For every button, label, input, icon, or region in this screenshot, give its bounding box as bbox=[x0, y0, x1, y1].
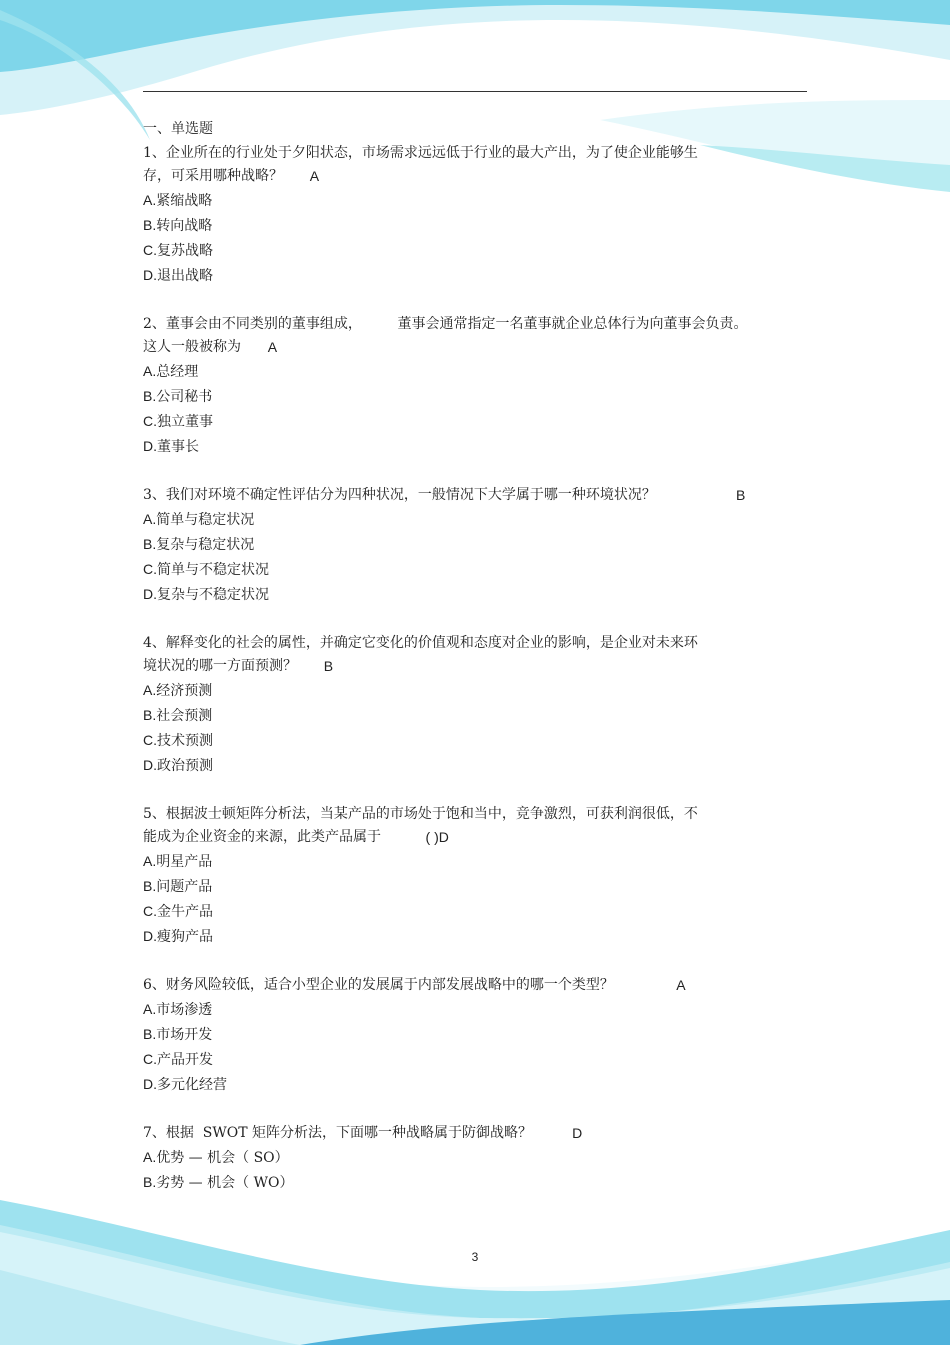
answer-key: B bbox=[323, 658, 334, 674]
option-letter: A. bbox=[143, 1001, 157, 1017]
question-text-line bbox=[143, 142, 783, 165]
option-letter: C. bbox=[143, 732, 157, 748]
option-letter: C. bbox=[143, 242, 157, 258]
question-text-line bbox=[143, 974, 783, 997]
option-letter: B. bbox=[143, 1026, 157, 1042]
option-letter: B. bbox=[143, 536, 157, 552]
option-letter: B. bbox=[143, 1174, 157, 1190]
question-text: 2、董事会由不同类别的董事组成， 董事会通常指定一名董事就企业总体行为向董事会负责。 bbox=[143, 316, 748, 332]
option-letter: C. bbox=[143, 903, 157, 919]
option-letter: C. bbox=[143, 413, 157, 429]
question-4 bbox=[143, 632, 783, 778]
option-text: 简单与稳定状况 bbox=[156, 512, 255, 528]
question-text: 这人一般被称为 bbox=[143, 339, 241, 355]
section-title: 一、单选题 bbox=[143, 121, 213, 137]
question-text: 境状况的哪一方面预测？ bbox=[143, 658, 297, 674]
answer-gap bbox=[532, 1122, 572, 1145]
answer-option bbox=[143, 213, 783, 238]
option-letter: D. bbox=[143, 438, 157, 454]
option-letter: A. bbox=[143, 682, 157, 698]
option-text: 产品开发 bbox=[157, 1052, 213, 1068]
option-letter: B. bbox=[143, 878, 157, 894]
answer-option bbox=[143, 728, 783, 753]
answer-option bbox=[143, 1145, 783, 1170]
answer-option bbox=[143, 997, 783, 1022]
option-letter: B. bbox=[143, 707, 157, 723]
answer-option bbox=[143, 849, 783, 874]
option-text: 市场渗透 bbox=[156, 1002, 213, 1018]
question-text-line bbox=[143, 313, 783, 336]
question-text-line bbox=[143, 826, 783, 849]
answer-option bbox=[143, 359, 783, 384]
answer-option bbox=[143, 1047, 783, 1072]
answer-gap bbox=[283, 165, 310, 188]
option-text: 复杂与不稳定状况 bbox=[157, 587, 269, 603]
option-text: 政治预测 bbox=[157, 758, 213, 774]
option-letter: B. bbox=[143, 388, 157, 404]
option-text: 公司秘书 bbox=[156, 389, 213, 405]
option-letter: A. bbox=[143, 192, 157, 208]
answer-option bbox=[143, 1170, 783, 1195]
option-text: 金牛产品 bbox=[157, 904, 213, 920]
question-1 bbox=[143, 142, 783, 288]
header-rule bbox=[143, 91, 807, 92]
option-text: 转向战略 bbox=[156, 218, 213, 234]
question-text: 3、我们对环境不确定性评估分为四种状况，一般情况下大学属于哪一种环境状况？ bbox=[143, 487, 656, 503]
question-6 bbox=[143, 974, 783, 1097]
question-text: 6、财务风险较低，适合小型企业的发展属于内部发展战略中的哪一个类型？ bbox=[143, 977, 614, 993]
option-text: 明星产品 bbox=[156, 854, 213, 870]
question-5 bbox=[143, 803, 783, 949]
answer-gap bbox=[656, 484, 736, 507]
option-text: 总经理 bbox=[156, 364, 199, 380]
answer-gap bbox=[241, 336, 268, 359]
option-letter: A. bbox=[143, 363, 157, 379]
answer-option bbox=[143, 678, 783, 703]
answer-option bbox=[143, 188, 783, 213]
answer-key: B bbox=[736, 487, 746, 503]
answer-key: ( )D bbox=[425, 829, 449, 845]
question-text-line bbox=[143, 336, 783, 359]
option-text: 技术预测 bbox=[157, 733, 213, 749]
option-text: 社会预测 bbox=[156, 708, 213, 724]
answer-gap bbox=[614, 974, 676, 997]
question-text-line bbox=[143, 165, 783, 188]
question-text: 存，可采用哪种战略？ bbox=[143, 168, 283, 184]
question-2 bbox=[143, 313, 783, 459]
answer-gap bbox=[381, 826, 426, 849]
question-7 bbox=[143, 1122, 783, 1195]
option-text: 董事长 bbox=[157, 439, 199, 455]
option-text: 复苏战略 bbox=[157, 243, 213, 259]
answer-option bbox=[143, 582, 783, 607]
question-3 bbox=[143, 484, 783, 607]
page-number: 3 bbox=[471, 1250, 479, 1264]
answer-option bbox=[143, 899, 783, 924]
question-text: 5、根据波士顿矩阵分析法，当某产品的市场处于饱和当中，竞争激烈，可获利润很低，不 bbox=[143, 806, 698, 822]
option-text: 市场开发 bbox=[156, 1027, 213, 1043]
answer-option bbox=[143, 1022, 783, 1047]
option-letter: D. bbox=[143, 586, 157, 602]
question-text-line bbox=[143, 1122, 783, 1145]
option-letter: D. bbox=[143, 757, 157, 773]
question-list bbox=[143, 117, 783, 1220]
option-letter: C. bbox=[143, 1051, 157, 1067]
option-letter: A. bbox=[143, 511, 157, 527]
option-text: 复杂与稳定状况 bbox=[156, 537, 255, 553]
answer-key: A bbox=[267, 339, 278, 355]
answer-option bbox=[143, 874, 783, 899]
answer-option bbox=[143, 434, 783, 459]
option-letter: B. bbox=[143, 217, 157, 233]
option-letter: D. bbox=[143, 267, 157, 283]
option-letter: A. bbox=[143, 1149, 157, 1165]
answer-key: A bbox=[676, 977, 686, 993]
answer-option bbox=[143, 532, 783, 557]
answer-option bbox=[143, 384, 783, 409]
option-text: 紧缩战略 bbox=[156, 193, 213, 209]
question-text: 4、解释变化的社会的属性，并确定它变化的价值观和态度对企业的影响，是企业对未来环 bbox=[143, 635, 698, 651]
answer-option bbox=[143, 238, 783, 263]
question-text: 1、企业所在的行业处于夕阳状态，市场需求远远低于行业的最大产出，为了使企业能够生 bbox=[143, 145, 698, 161]
answer-option bbox=[143, 507, 783, 532]
option-text: 简单与不稳定状况 bbox=[157, 562, 269, 578]
answer-option bbox=[143, 557, 783, 582]
question-text: 能成为企业资金的来源，此类产品属于 bbox=[143, 829, 381, 845]
option-text: 多元化经营 bbox=[157, 1077, 227, 1093]
answer-option bbox=[143, 703, 783, 728]
answer-option bbox=[143, 753, 783, 778]
questions-container bbox=[143, 142, 783, 1195]
option-text: 问题产品 bbox=[156, 879, 213, 895]
option-text: 经济预测 bbox=[156, 683, 213, 699]
answer-option bbox=[143, 924, 783, 949]
question-text-line bbox=[143, 803, 783, 826]
option-letter: A. bbox=[143, 853, 157, 869]
option-letter: D. bbox=[143, 928, 157, 944]
option-letter: D. bbox=[143, 1076, 157, 1092]
question-text-line bbox=[143, 655, 783, 678]
option-text: 退出战略 bbox=[157, 268, 213, 284]
question-text: 7、根据 SWOT 矩阵分析法，下面哪一种战略属于防御战略？ bbox=[143, 1125, 533, 1141]
answer-option bbox=[143, 1072, 783, 1097]
option-letter: C. bbox=[143, 561, 157, 577]
question-text-line bbox=[143, 484, 783, 507]
answer-option bbox=[143, 263, 783, 288]
answer-option bbox=[143, 409, 783, 434]
question-text-line bbox=[143, 632, 783, 655]
option-text: 优势 — 机会（ SO） bbox=[156, 1150, 289, 1166]
answer-key: A bbox=[309, 168, 320, 184]
option-text: 独立董事 bbox=[157, 414, 213, 430]
answer-gap bbox=[297, 655, 324, 678]
option-text: 劣势 — 机会（ WO） bbox=[156, 1175, 294, 1191]
option-text: 瘦狗产品 bbox=[157, 929, 213, 945]
answer-key: D bbox=[572, 1125, 583, 1141]
